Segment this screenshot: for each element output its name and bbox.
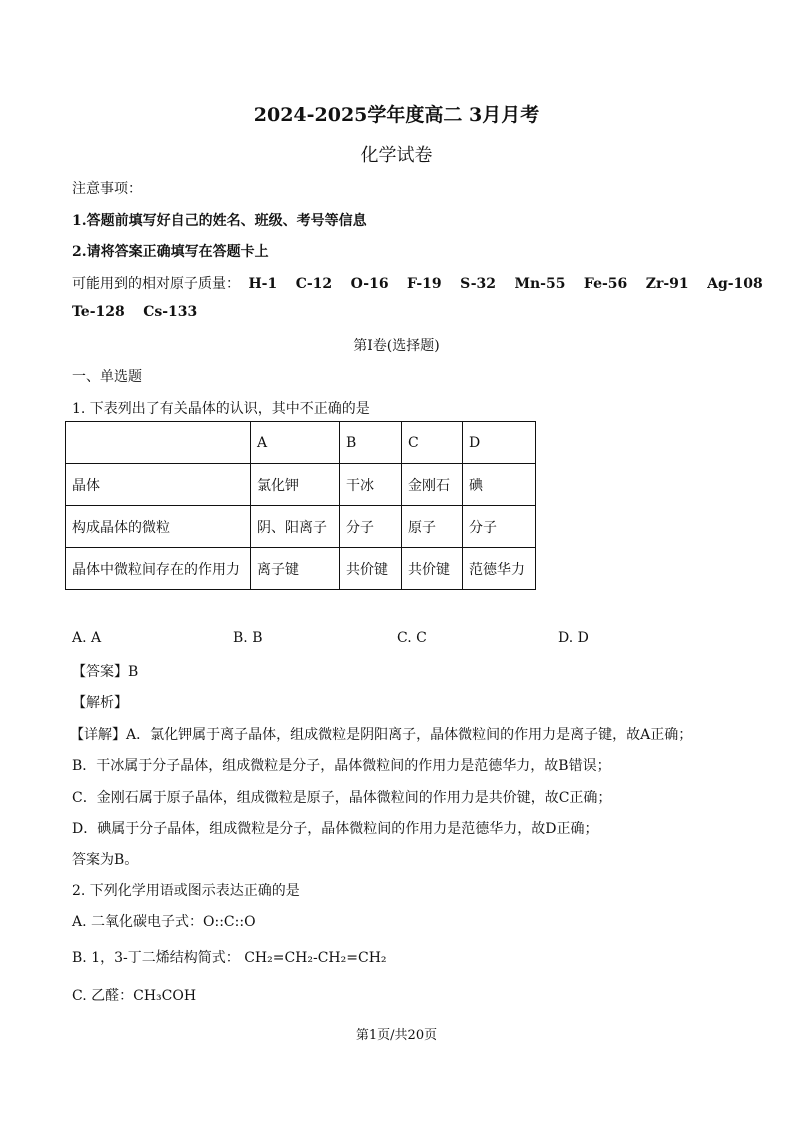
atomic-masses-label: 可能用到的相对原子质量： <box>72 276 240 292</box>
q2-option-b <box>72 947 387 967</box>
table-row <box>66 548 536 590</box>
answer-value: B <box>128 664 139 680</box>
option-a: A. A <box>72 630 102 646</box>
table-cell: 氯化钾 <box>251 464 340 506</box>
table-cell: 范德华力 <box>463 548 536 590</box>
table-row <box>66 506 536 548</box>
question-type: 一、单选题 <box>72 369 142 385</box>
note-item-2: 2.请将答案正确填写在答题卡上 <box>72 244 269 260</box>
exam-title: 2024-2025学年度高二 3月月考 <box>253 104 540 126</box>
detail-c: C．金刚石属于原子晶体，组成微粒是原子，晶体微粒间的作用力是共价键，故C正确； <box>72 790 612 806</box>
atomic-masses-line-1 <box>72 273 763 293</box>
atomic-mass: C-12 <box>295 276 333 292</box>
atomic-mass: Te-128 <box>72 304 125 320</box>
table-cell: 构成晶体的微粒 <box>66 506 251 548</box>
page-number: 第1页/共20页 <box>355 1028 438 1043</box>
table-cell: 原子 <box>402 506 463 548</box>
table-cell: 晶体 <box>66 464 251 506</box>
detail-a: A．氯化钾属于离子晶体，组成微粒是阴阳离子，晶体微粒间的作用力是离子键，故A正确； <box>126 727 693 743</box>
q2-option-c <box>72 985 196 1005</box>
atomic-mass: Cs-133 <box>143 304 198 320</box>
atomic-mass: S-32 <box>460 276 497 292</box>
table-cell: 晶体中微粒间存在的作用力 <box>66 548 251 590</box>
answer-label: 【答案】 <box>72 664 128 680</box>
conclusion: 答案为B。 <box>72 852 139 868</box>
atomic-mass: Fe-56 <box>583 276 628 292</box>
table-header-row <box>66 422 536 464</box>
table-cell: 碘 <box>463 464 536 506</box>
table-cell: 阴、阳离子 <box>251 506 340 548</box>
table-cell: B <box>340 422 402 464</box>
table-cell: 干冰 <box>340 464 402 506</box>
table-cell <box>66 422 251 464</box>
section-title: 第Ⅰ卷(选择题) <box>353 338 440 354</box>
atomic-mass: Mn-55 <box>514 276 566 292</box>
question-1-stem: 1. 下表列出了有关晶体的认识，其中不正确的是 <box>72 401 370 417</box>
question-2-stem: 2. 下列化学用语或图示表达正确的是 <box>72 883 300 899</box>
table-cell: A <box>251 422 340 464</box>
table-cell: 分子 <box>340 506 402 548</box>
atomic-mass: O-16 <box>350 276 389 292</box>
analysis-label: 【解析】 <box>72 695 128 711</box>
table-cell: 离子键 <box>251 548 340 590</box>
option-d: D. D <box>558 630 589 646</box>
table-cell: 共价键 <box>340 548 402 590</box>
table-cell: 共价键 <box>402 548 463 590</box>
answer-line <box>72 661 138 681</box>
table-row <box>66 464 536 506</box>
detail-a-line <box>70 724 692 744</box>
table-cell: C <box>402 422 463 464</box>
exam-subtitle: 化学试卷 <box>360 145 433 166</box>
atomic-mass: Ag-108 <box>707 276 763 292</box>
detail-label: 【详解】 <box>70 727 126 743</box>
detail-b: B．干冰属于分子晶体，组成微粒是分子，晶体微粒间的作用力是范德华力，故B错误； <box>72 758 611 774</box>
notes-heading: 注意事项： <box>72 181 142 197</box>
note-item-1: 1.答题前填写好自己的姓名、班级、考号等信息 <box>72 213 367 229</box>
acetaldehyde-formula: CH₃COH <box>133 988 197 1004</box>
atomic-masses-line-2 <box>72 304 211 320</box>
table-cell: 分子 <box>463 506 536 548</box>
table-cell: 金刚石 <box>402 464 463 506</box>
q2-option-c-label: C. 乙醛： <box>72 988 134 1004</box>
q2-option-a: A. 二氧化碳电子式：O::C::O <box>72 914 256 930</box>
option-b: B. B <box>233 630 263 646</box>
q2-option-b-label: B. 1，3-丁二烯结构简式： <box>72 950 240 966</box>
butadiene-formula: CH₂=CH₂-CH₂=CH₂ <box>244 950 387 966</box>
crystal-table <box>65 421 536 590</box>
option-c: C. C <box>397 630 427 646</box>
detail-d: D．碘属于分子晶体，组成微粒是分子，晶体微粒间的作用力是范德华力，故D正确； <box>72 821 599 837</box>
atomic-mass: Zr-91 <box>645 276 689 292</box>
atomic-mass: H-1 <box>248 276 278 292</box>
table-cell: D <box>463 422 536 464</box>
atomic-mass: F-19 <box>407 276 442 292</box>
